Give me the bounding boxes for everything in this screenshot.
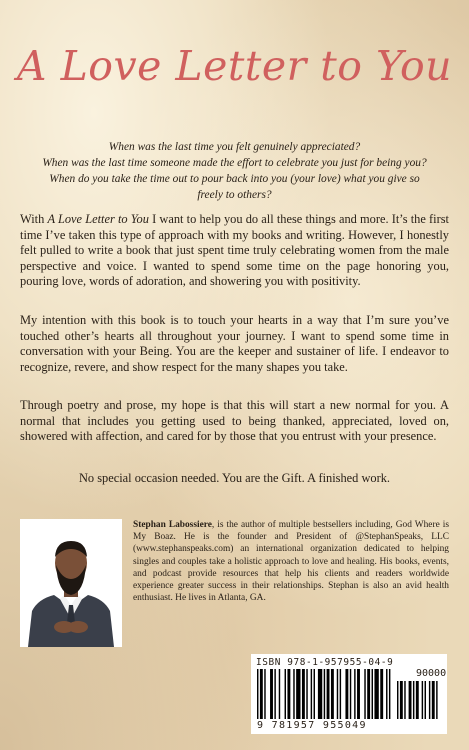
barcode-addon-bar xyxy=(422,681,423,719)
author-bio xyxy=(133,519,449,604)
barcode-bar xyxy=(285,669,286,719)
barcode-bar xyxy=(350,669,351,719)
barcode-bar xyxy=(331,669,334,719)
barcode-bar xyxy=(314,669,315,719)
barcode-addon-bar xyxy=(416,681,419,719)
barcode-bar xyxy=(293,669,294,719)
barcode-bar xyxy=(380,669,383,719)
barcode-bar xyxy=(372,669,373,719)
barcode-bar xyxy=(357,669,360,719)
barcode-addon-bar xyxy=(436,681,437,719)
barcode-addon-bar xyxy=(397,681,398,719)
barcode-bar xyxy=(260,669,263,719)
barcode-addon-bar xyxy=(432,681,435,719)
barcode-bar xyxy=(337,669,338,719)
barcode-bar xyxy=(364,669,365,719)
author-name: Stephan Labossiere xyxy=(133,520,212,530)
barcode-bar xyxy=(257,669,258,719)
paragraph-2: My intention with this book is to touch your hearts in a way that I’m sure you’ve touched other’s hearts all throughout your journey. I want to spend some time in conversation with your Being. You are the keeper and sustainer of life. I endeavor to recognize, revere, and show respect for the many shapes you take. xyxy=(20,313,449,374)
intro-line: When was the last time you felt genuinely appreciated? xyxy=(108,141,361,153)
barcode-bar xyxy=(345,669,348,719)
barcode-bar xyxy=(306,669,307,719)
barcode-bar xyxy=(389,669,390,719)
intro-questions xyxy=(20,139,449,203)
barcode-bar xyxy=(302,669,305,719)
paragraph-1-prefix: With xyxy=(20,212,48,226)
barcode-addon-bar xyxy=(409,681,412,719)
barcode-digits: 9 781957 955049 xyxy=(257,720,367,731)
paragraph-4: No special occasion needed. You are the Gift. A finished work. xyxy=(78,471,391,485)
barcode-bar xyxy=(340,669,341,719)
barcode-bar xyxy=(367,669,370,719)
barcode-bar xyxy=(296,669,300,719)
barcode-price-code: 90000 xyxy=(416,668,447,679)
barcode-bar xyxy=(327,669,330,719)
author-portrait-image xyxy=(20,519,122,647)
isbn-number: ISBN 978-1-957955-04-9 xyxy=(256,657,394,668)
intro-line: freely to others? xyxy=(197,189,272,201)
intro-line: When do you take the time out to pour back into you (your love) what you give so xyxy=(49,173,420,185)
barcode-bar xyxy=(386,669,387,719)
barcode-addon-bar xyxy=(429,681,430,719)
barcode-bar xyxy=(354,669,355,719)
isbn-barcode xyxy=(251,654,447,734)
barcode-bar xyxy=(274,669,275,719)
author-bio-text: , is the author of multiple bestsellers including, God Where is My Boaz. He is the founder and President of @StephanSpeaks, LLC (www.stephanspeaks.com) an international organization dedicated to helping singles and couples take a holistic approach to love and healing. His books, events, and podcast provide resources that help his clients and readers worldwide experience greater success in their relationships. Stephan is also an avid health enthusiast. He lives in Atlanta, GA. xyxy=(133,520,449,604)
paragraph-3: Through poetry and prose, my hope is that this will start a new normal for you. A normal that includes you getting used to being thanked, appreciated, loved on, showered with affection, and cared for by those that you entrust with your presence. xyxy=(20,398,449,444)
barcode-bar xyxy=(311,669,312,719)
barcode-bar xyxy=(287,669,290,719)
barcode-bar xyxy=(318,669,322,719)
paragraph-1 xyxy=(20,212,449,290)
paragraph-1-rest: I want to help you do all these things and more. It’s the first time I’ve taken this type of approach with my books and writing. However, I honestly felt pulled to write a book that just spent time truly celebrating women from the male perspective and voice. I wanted to spend some time on the page honoring you, pouring love, words of adoration, and showering you with positivity. xyxy=(20,212,449,289)
book-title: A Love Letter to You xyxy=(16,42,453,90)
barcode-bar xyxy=(270,669,273,719)
barcode-bar xyxy=(264,669,265,719)
barcode-addon-bar xyxy=(425,681,426,719)
barcode-bars xyxy=(257,669,443,721)
barcode-addon-bar xyxy=(404,681,405,719)
paragraph-1-book-title: A Love Letter to You xyxy=(47,212,149,226)
barcode-bar xyxy=(374,669,378,719)
intro-line: When was the last time someone made the effort to celebrate you just for being you? xyxy=(42,157,427,169)
barcode-addon-bar xyxy=(400,681,403,719)
barcode-bar xyxy=(324,669,325,719)
barcode-addon-bar xyxy=(413,681,414,719)
barcode-bar xyxy=(279,669,280,719)
author-photo xyxy=(20,519,122,647)
